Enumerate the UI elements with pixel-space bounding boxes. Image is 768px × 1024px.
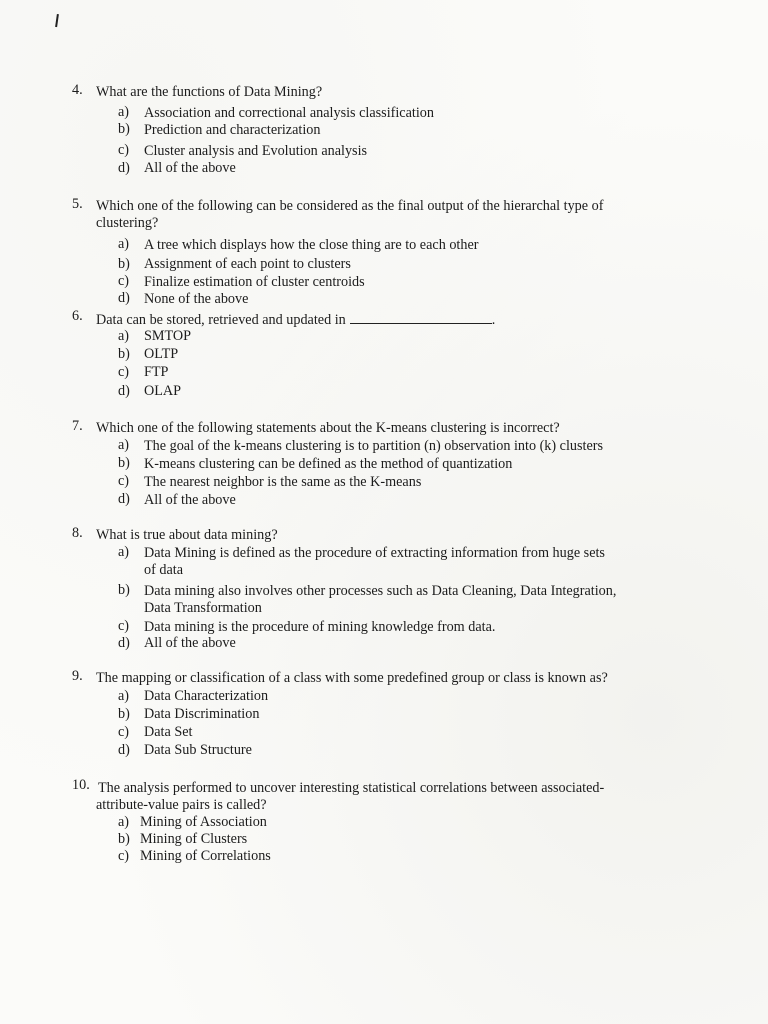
option-text: Data Characterization xyxy=(144,688,269,704)
option-text: Assignment of each point to clusters xyxy=(144,256,351,272)
option-text: Mining of Clusters xyxy=(140,831,248,847)
option-text: Finalize estimation of cluster centroids xyxy=(144,274,365,290)
option-text-continued: Data Transformation xyxy=(144,600,262,616)
question-text: Which one of the following statements about the K-means clustering is incorrect? xyxy=(96,420,560,436)
option-text: All of the above xyxy=(144,160,236,176)
option-text: FTP xyxy=(144,364,169,380)
question-text-continued: attribute-value pairs is called? xyxy=(96,797,267,813)
option-letter: d) xyxy=(118,635,130,651)
question-text: What are the functions of Data Mining? xyxy=(96,84,323,100)
option-letter: c) xyxy=(118,724,130,740)
option-text: A tree which displays how the close thing are to each other xyxy=(144,237,479,253)
option-letter: d) xyxy=(118,290,130,306)
question-number: 9. xyxy=(72,668,83,684)
option-text: Prediction and characterization xyxy=(144,122,321,138)
option-letter: d) xyxy=(118,491,130,507)
question-text-line xyxy=(96,310,495,329)
option-letter: b) xyxy=(118,121,130,137)
option-letter: c) xyxy=(118,142,130,158)
answer-blank xyxy=(350,310,492,324)
option-text: All of the above xyxy=(144,635,236,651)
option-letter: d) xyxy=(118,383,130,399)
option-text: The nearest neighbor is the same as the K-means xyxy=(144,474,422,490)
option-text: Data mining is the procedure of mining knowledge from data. xyxy=(144,619,496,635)
question-text: The mapping or classification of a class with some predefined group or class is known as? xyxy=(96,670,608,686)
option-letter: c) xyxy=(118,848,130,864)
option-letter: a) xyxy=(118,544,130,560)
option-letter: a) xyxy=(118,328,130,344)
question-number: 6. xyxy=(72,308,83,324)
option-letter: a) xyxy=(118,437,130,453)
option-letter: d) xyxy=(118,160,130,176)
option-text: All of the above xyxy=(144,492,236,508)
option-text-continued: of data xyxy=(144,562,183,578)
question-number: 4. xyxy=(72,82,83,98)
option-letter: b) xyxy=(118,346,130,362)
option-letter: a) xyxy=(118,236,130,252)
option-text: None of the above xyxy=(144,291,249,307)
option-text: K-means clustering can be defined as the method of quantization xyxy=(144,456,513,472)
option-letter: a) xyxy=(118,814,130,830)
question-number: 10. xyxy=(72,777,90,793)
option-text: Mining of Correlations xyxy=(140,848,271,864)
stray-pen-mark xyxy=(55,14,58,27)
option-text: OLTP xyxy=(144,346,179,362)
option-letter: c) xyxy=(118,364,130,380)
option-text: OLAP xyxy=(144,383,182,399)
question-number: 7. xyxy=(72,418,83,434)
option-text: Data Mining is defined as the procedure of extracting information from huge sets xyxy=(144,545,605,561)
question-text: Data can be stored, retrieved and updated in xyxy=(96,312,346,328)
question-text: What is true about data mining? xyxy=(96,527,278,543)
option-text: Cluster analysis and Evolution analysis xyxy=(144,143,368,159)
option-letter: a) xyxy=(118,688,130,704)
question-text-continued: clustering? xyxy=(96,215,159,231)
option-letter: b) xyxy=(118,455,130,471)
option-letter: b) xyxy=(118,582,130,598)
question-number: 8. xyxy=(72,525,83,541)
question-text-suffix: . xyxy=(491,312,496,328)
question-text: The analysis performed to uncover interesting statistical correlations between associated- xyxy=(98,780,605,796)
option-letter: d) xyxy=(118,742,130,758)
option-text: Data Sub Structure xyxy=(144,742,252,758)
option-text: Data Discrimination xyxy=(144,706,260,722)
option-text: Data Set xyxy=(144,724,193,740)
option-letter: c) xyxy=(118,618,130,634)
option-text: SMTOP xyxy=(144,328,192,344)
question-number: 5. xyxy=(72,196,83,212)
option-letter: a) xyxy=(118,104,130,120)
option-letter: b) xyxy=(118,706,130,722)
option-text: Data mining also involves other processes such as Data Cleaning, Data Integration, xyxy=(144,583,617,599)
option-letter: c) xyxy=(118,473,130,489)
option-text: Mining of Association xyxy=(140,814,267,830)
option-letter: c) xyxy=(118,273,130,289)
option-text: Association and correctional analysis classification xyxy=(144,105,434,121)
option-text: The goal of the k-means clustering is to partition (n) observation into (k) clusters xyxy=(144,438,604,454)
question-text: Which one of the following can be considered as the final output of the hierarchal type of xyxy=(96,198,604,214)
option-letter: b) xyxy=(118,831,130,847)
option-letter: b) xyxy=(118,256,130,272)
